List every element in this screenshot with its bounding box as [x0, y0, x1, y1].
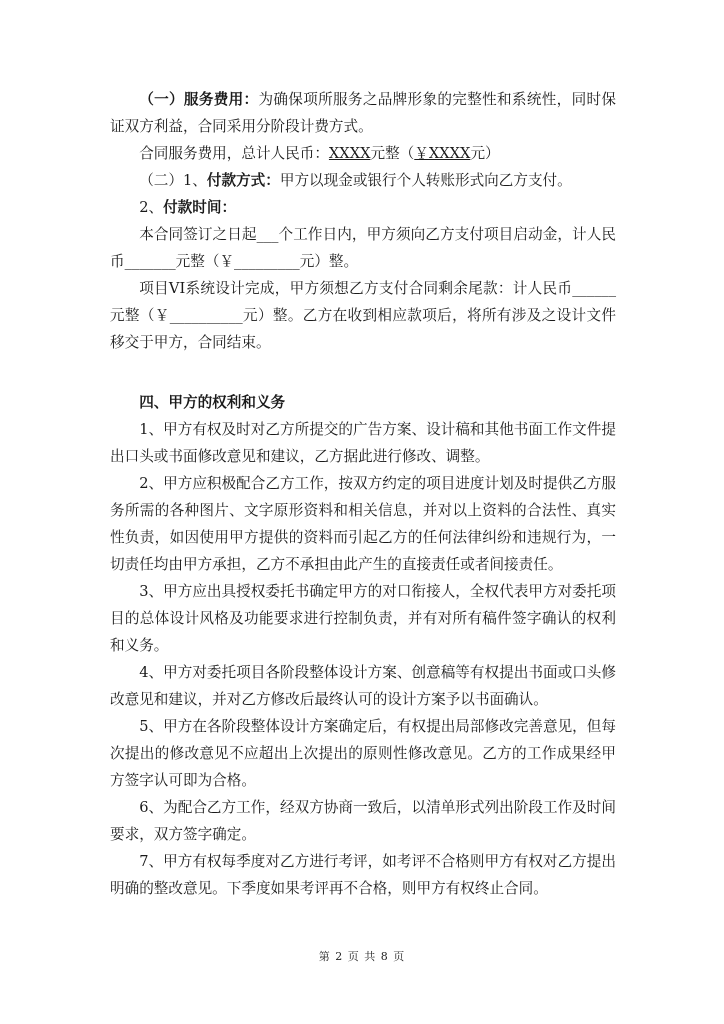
total-fee-amount-symbol: ￥XXXX [414, 145, 471, 162]
service-fee-paragraph [110, 86, 616, 140]
final-payment-paragraph: 项目VI系统设计完成，甲方须想乙方支付合同剩余尾款：计人民币______元整（￥__________元）整。乙方在收到相应款项后，将所有涉及之设计文件移交于甲方，合同结束。 [110, 280, 616, 351]
payment-method-prefix: （二）1、 [139, 172, 207, 189]
payment-time-label: 付款时间： [163, 199, 237, 216]
rights-item: 2、甲方应积极配合乙方工作，按双方约定的项目进度计划及时提供乙方服务所需的各种图片、文字原形资料和相关信息，并对以上资料的合法性、真实性负责，如因使用甲方提供的资料而引起乙方的任何法律纠纷和违规行为，一切责任均由甲方承担，乙方不承担由此产生的直接责任或者间接责任。 [110, 475, 616, 573]
rights-item: 7、甲方有权每季度对乙方进行考评，如考评不合格则甲方有权对乙方提出明确的整改意见。下季度如果考评再不合格，则甲方有权终止合同。 [110, 853, 616, 897]
total-fee-suffix: 元） [470, 145, 500, 162]
total-fee-paragraph [110, 140, 616, 167]
service-fee-label: （一）服务费用： [139, 91, 259, 108]
payment-method-paragraph [110, 167, 616, 194]
payment-time-paragraph [110, 194, 616, 221]
service-fee-text: 为确保项所服务之品牌形象的完整性和系统性，同时保证双方利益，合同采用分阶段计费方式。 [110, 91, 616, 135]
rights-item: 1、甲方有权及时对乙方所提交的广告方案、设计稿和其他书面工作文件提出口头或书面修改意见和建议，乙方据此进行修改、调整。 [110, 421, 616, 465]
total-fee-prefix: 合同服务费用，总计人民币： [139, 145, 329, 162]
page-content [110, 86, 616, 902]
total-fee-amount: XXXX [328, 145, 371, 162]
total-fee-middle: 元整（ [370, 145, 415, 162]
page-number-footer: 第 2 页 共 8 页 [318, 950, 406, 963]
startup-payment-paragraph: 本合同签订之日起___个工作日内，甲方须向乙方支付项目启动金，计人民币_______元整（￥_________元）整。 [110, 226, 616, 270]
rights-item: 4、甲方对委托项目各阶段整体设计方案、创意稿等有权提出书面或口头修改意见和建议，并对乙方修改后最终认可的设计方案予以书面确认。 [110, 664, 616, 708]
rights-item: 6、为配合乙方工作，经双方协商一致后，以清单形式列出阶段工作及时间要求，双方签字确定。 [110, 799, 616, 843]
section-heading: 四、甲方的权利和义务 [139, 394, 286, 411]
rights-item: 5、甲方在各阶段整体设计方案确定后，有权提出局部修改完善意见，但每次提出的修改意见不应超出上次提出的原则性修改意见。乙方的工作成果经甲方签字认可即为合格。 [110, 718, 616, 789]
payment-time-prefix: 2、 [139, 199, 164, 216]
section-spacer [110, 356, 616, 389]
rights-item: 3、甲方应出具授权委托书确定甲方的对口衔接人，全权代表甲方对委托项目的总体设计风格及功能要求进行控制负责，并有对所有稿件签字确认的权利和义务。 [110, 583, 616, 654]
payment-method-text: 甲方以现金或银行个人转账形式向乙方支付。 [279, 172, 572, 189]
payment-method-label: 付款方式： [206, 172, 280, 189]
